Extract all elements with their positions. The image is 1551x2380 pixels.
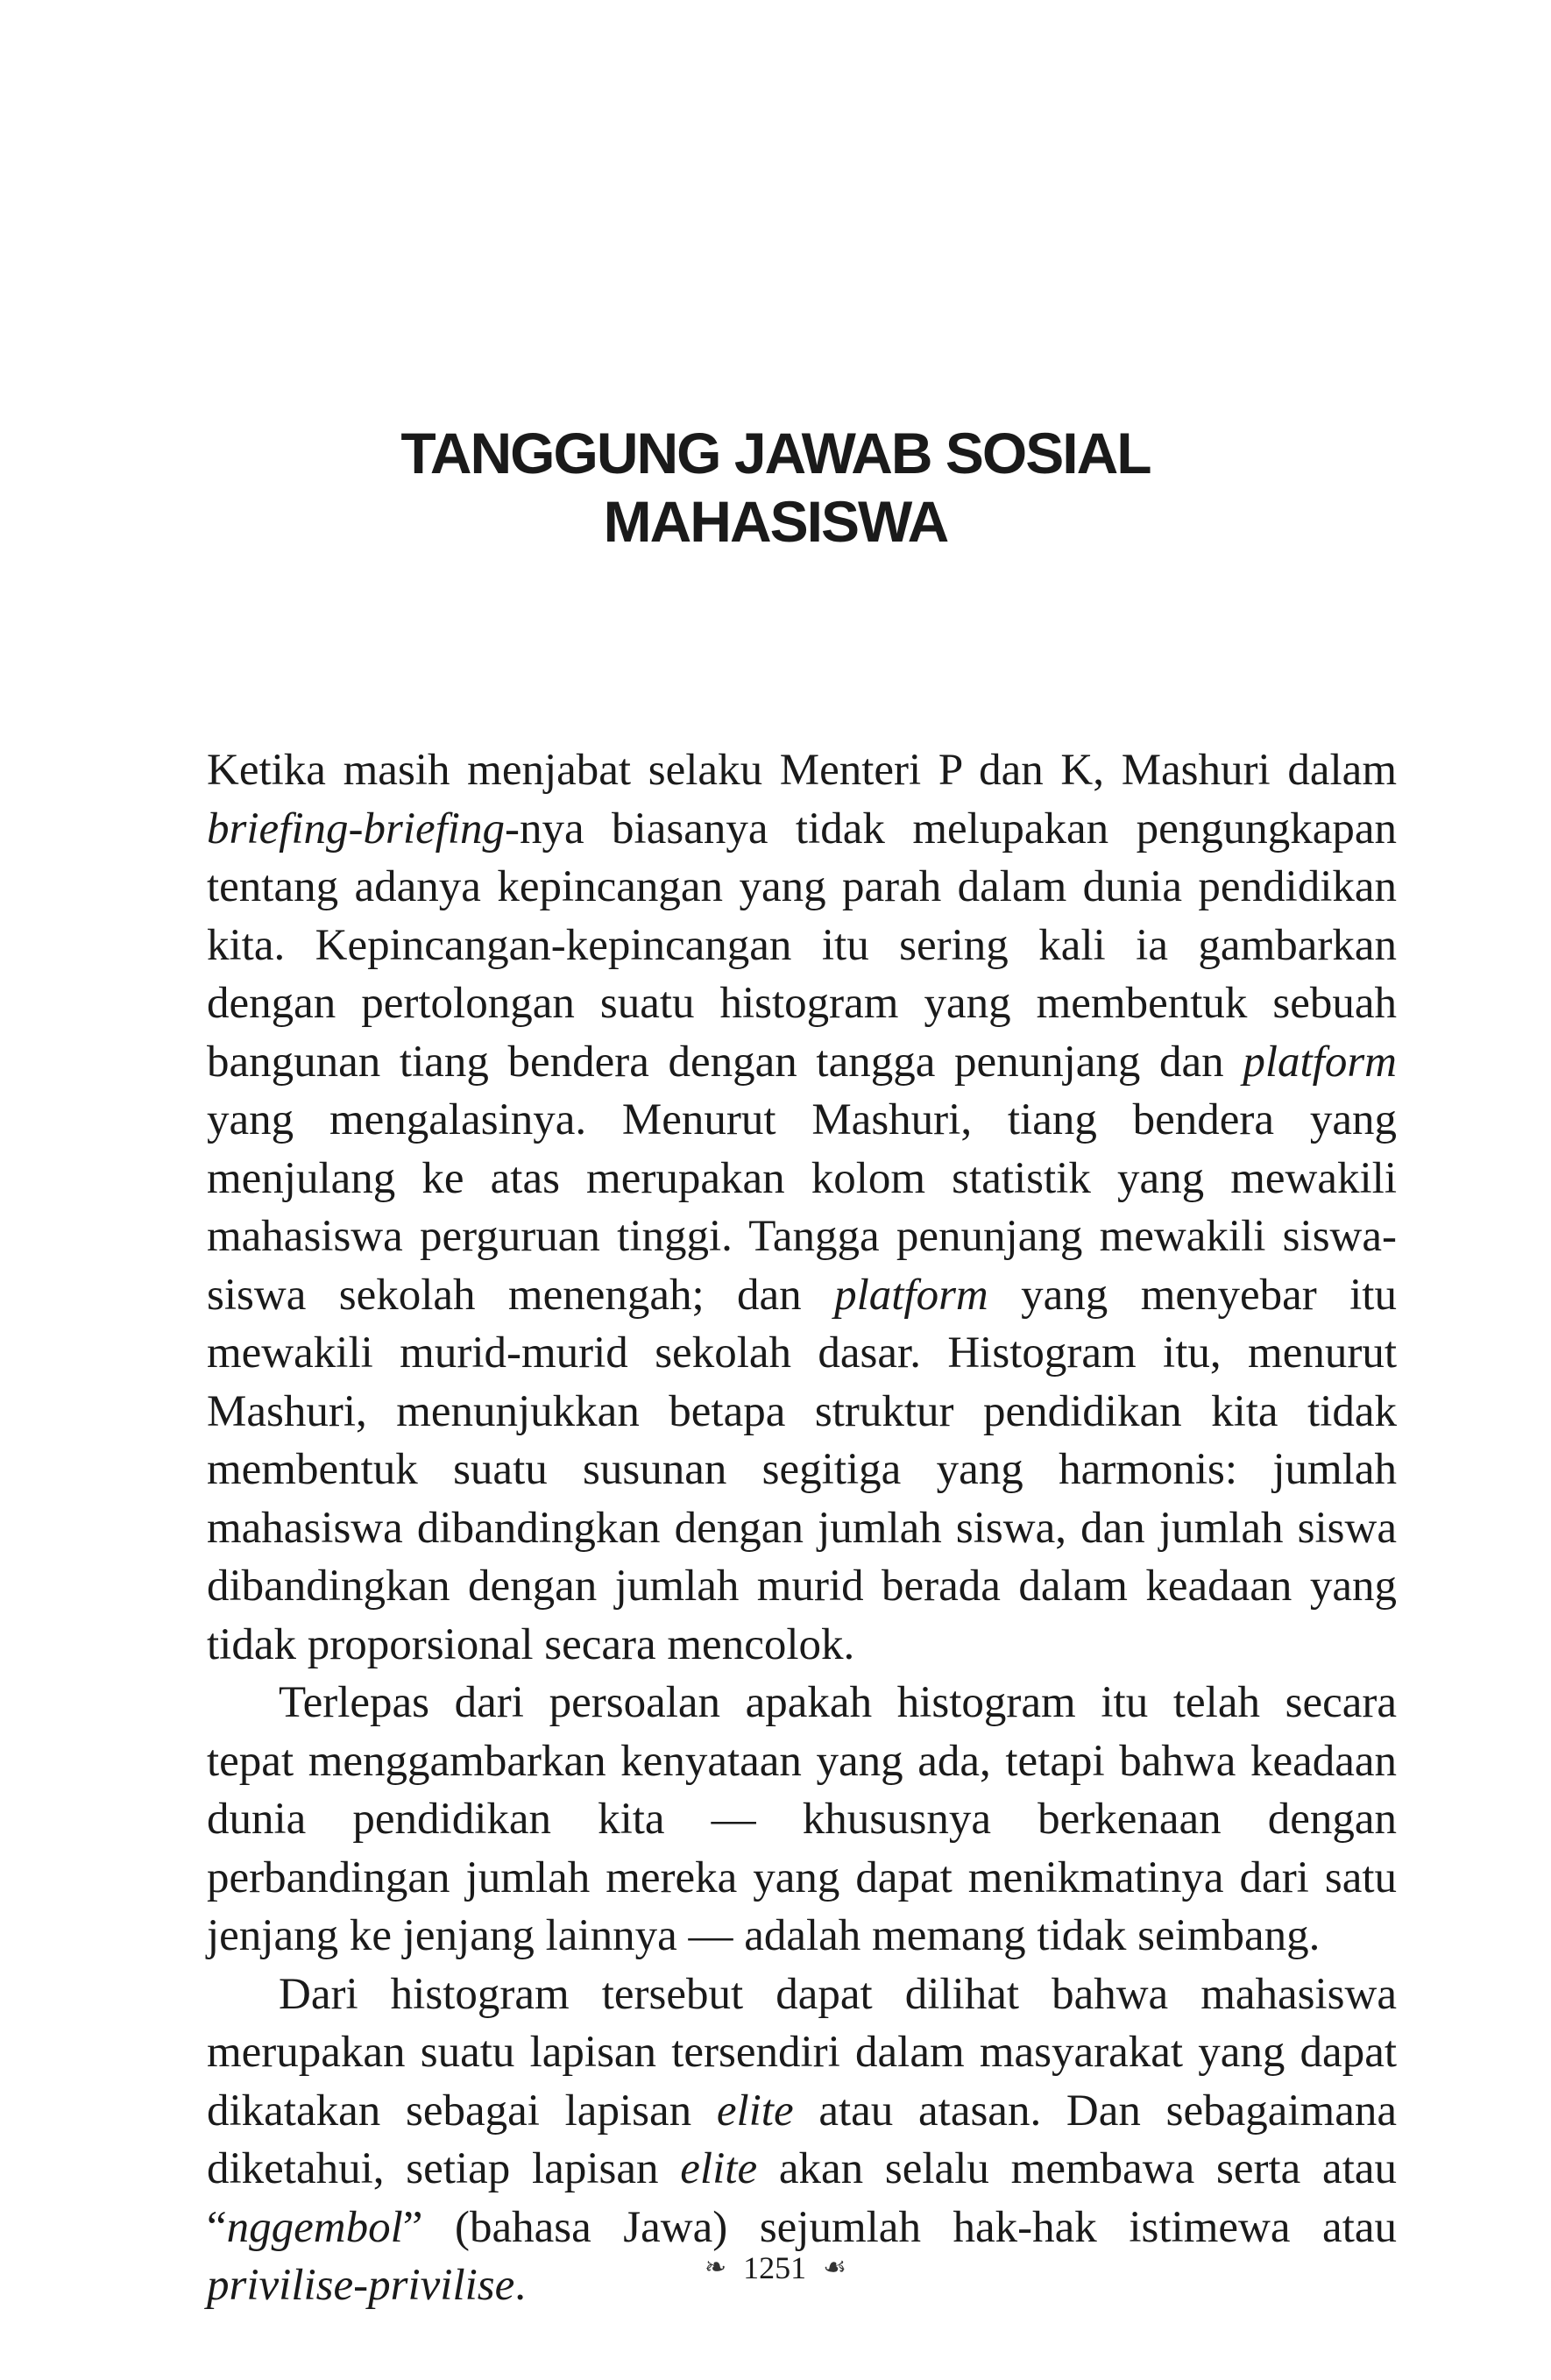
paragraph-2 <box>207 1674 1397 1966</box>
text-run: Dari histogram tersebut dapat dilihat bahwa mahasiswa merupakan suatu lapisan tersendiri dalam masyarakat yang dapat dikatakan sebagai lapisan <box>207 1969 1397 2136</box>
text-run: atau atasan. Dan sebagaimana diketahui, setiap lapisan <box>207 2086 1397 2193</box>
italic-text-run: platform <box>834 1270 988 1320</box>
text-run: ” (bahasa Jawa) sejumlah hak-hak istimewa atau <box>402 2202 1397 2252</box>
paragraph-1 <box>207 741 1397 1674</box>
chapter-title-line-2: MAHASISWA <box>603 489 948 554</box>
body-text <box>207 741 1397 2315</box>
text-run: yang mengalasinya. Menurut Mashuri, tiang bendera yang menjulang ke atas merupakan kolom statistik yang mewakili mahasiswa perguruan tinggi. Tangga penunjang mewakili siswa-siswa sekolah menengah; dan <box>207 1095 1397 1320</box>
text-run: -nya biasanya tidak melupakan pengungkapan tentang adanya kepincangan yang parah dalam dunia pendidikan kita. Kepincangan-kepincangan itu sering kali ia gambarkan dengan pertolongan suatu histogram yang membentuk sebuah bangunan tiang bendera dengan tangga penunjang dan <box>207 804 1397 1087</box>
italic-text-run: elite <box>716 2086 794 2136</box>
page-footer <box>0 2245 1551 2287</box>
ornament-left-icon: ❧ <box>704 2252 727 2282</box>
italic-text-run: privilise-privilise <box>207 2261 515 2310</box>
chapter-title <box>0 419 1551 556</box>
ornament-right-icon: ☙ <box>823 2252 847 2282</box>
italic-text-run: platform <box>1243 1037 1397 1087</box>
text-run: akan selalu membawa serta atau “ <box>207 2144 1397 2252</box>
text-run: . <box>514 2261 527 2310</box>
text-run: yang menyebar itu mewakili murid-murid sekolah dasar. Histogram itu, menurut Mashuri, menunjukkan betapa struktur pendidikan kita tidak membentuk suatu susunan segitiga yang harmonis: jumlah mahasiswa dibandingkan dengan jumlah siswa, dan jumlah siswa dibandingkan dengan jumlah murid berada dalam keadaan yang tidak proporsional secara mencolok. <box>207 1270 1397 1669</box>
chapter-title-line-1: TANGGUNG JAWAB SOSIAL <box>400 421 1151 485</box>
page-number: 1251 <box>743 2249 807 2285</box>
text-run: Ketika masih menjabat selaku Menteri P dan K, Mashuri dalam <box>207 746 1397 795</box>
italic-text-run: briefing-briefing <box>207 804 505 854</box>
text-run: Terlepas dari persoalan apakah histogram itu telah secara tepat menggambarkan kenyataan yang ada, tetapi bahwa keadaan dunia pendidikan kita — khususnya berkenaan dengan perbandingan jumlah mereka yang dapat menikmatinya dari satu jenjang ke jenjang lainnya — adalah memang tidak seimbang. <box>207 1678 1397 1960</box>
italic-text-run: elite <box>680 2144 758 2193</box>
italic-text-run: nggembol <box>226 2202 403 2252</box>
